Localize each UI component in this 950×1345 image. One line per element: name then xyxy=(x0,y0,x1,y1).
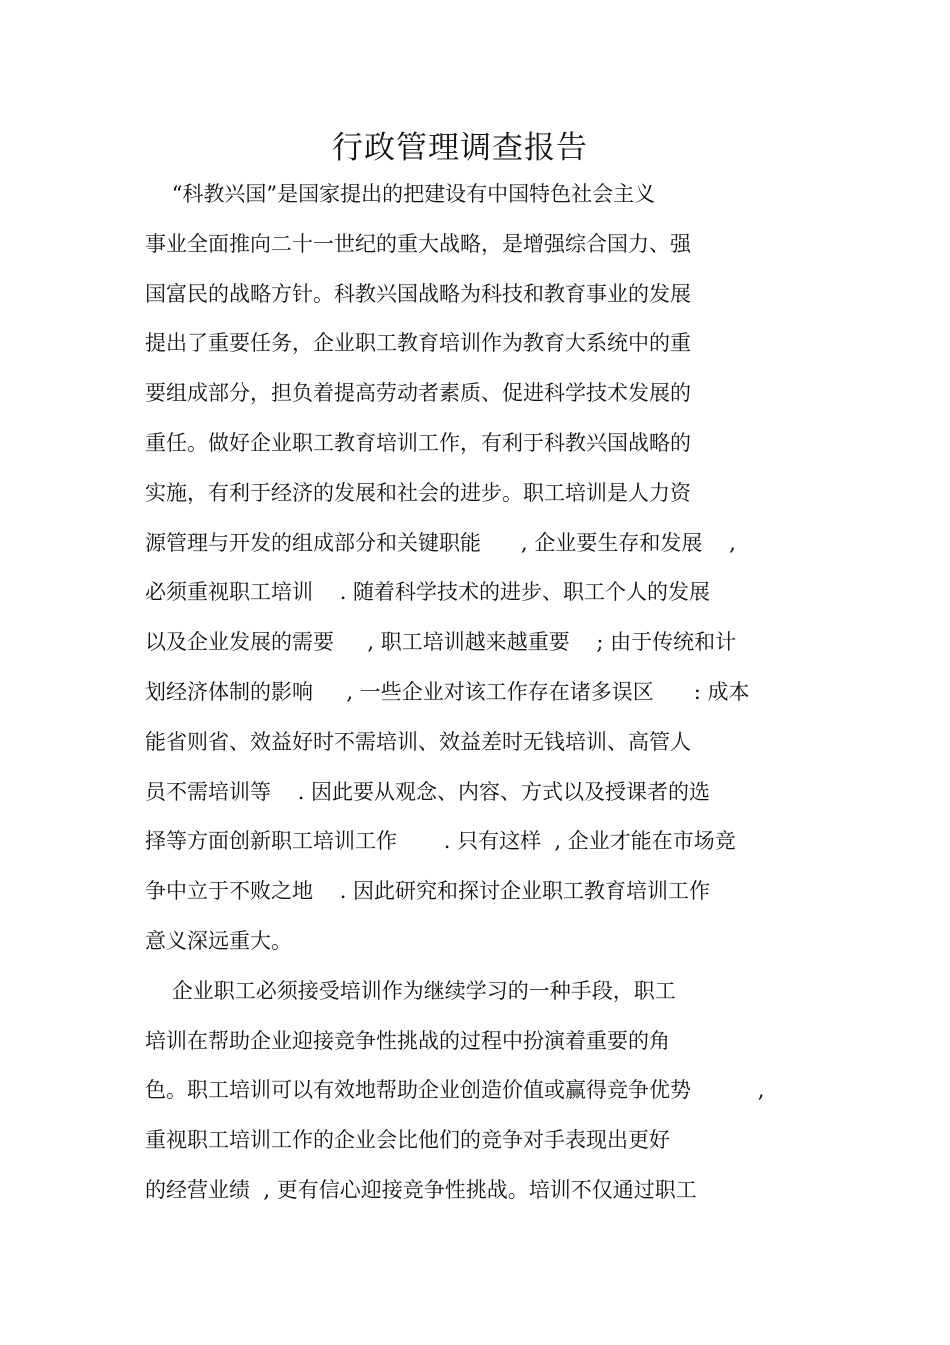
text-line: 划经济体制的影响 , 一些企业对该工作存在诸多误区 : 成本 xyxy=(145,679,750,704)
text-line: 源管理与开发的组成部分和关键职能 , 企业要生存和发展 , xyxy=(145,530,736,555)
text-line: 意义深远重大。 xyxy=(145,928,292,953)
text-line: 的经营业绩 , 更有信心迎接竞争性挑战。培训不仅通过职工 xyxy=(145,1177,697,1202)
text-line: 企业职工必须接受培训作为继续学习的一种手段，职工 xyxy=(145,978,676,1003)
document-body xyxy=(145,170,845,1216)
text-line: 必须重视职工培训 . 随着科学技术的进步、职工个人的发展 xyxy=(145,580,711,605)
text-line: 重任。做好企业职工教育培训工作，有利于科教兴国战略的 xyxy=(145,430,691,455)
text-line: 重视职工培训工作的企业会比他们的竞争对手表现出更好 xyxy=(145,1128,670,1153)
text-line: 要组成部分，担负着提高劳动者素质、促进科学技术发展的 xyxy=(145,381,691,406)
text-line: 国富民的战略方针。科教兴国战略为科技和教育事业的发展 xyxy=(145,281,691,306)
text-line: 员不需培训等 . 因此要从观念、内容、方式以及授课者的选 xyxy=(145,779,711,804)
text-line: 实施，有利于经济的发展和社会的进步。职工培训是人力资 xyxy=(145,480,691,505)
text-line: 事业全面推向二十一世纪的重大战略，是增强综合国力、强 xyxy=(145,231,691,256)
text-line: 色。职工培训可以有效地帮助企业创造价值或赢得竞争优势 , xyxy=(145,1078,765,1103)
text-line: “科教兴国”是国家提出的把建设有中国特色社会主义 xyxy=(145,182,656,206)
text-line: 培训在帮助企业迎接竞争性挑战的过程中扮演着重要的角 xyxy=(145,1028,670,1053)
text-line: 能省则省、效益好时不需培训、效益差时无钱培训、高管人 xyxy=(145,729,691,754)
text-line: 择等方面创新职工培训工作 . 只有这样 , 企业才能在市场竞 xyxy=(145,829,736,854)
document-title: 行政管理调查报告 xyxy=(332,130,588,166)
text-line: 提出了重要任务，企业职工教育培训作为教育大系统中的重 xyxy=(145,331,691,356)
text-line: 以及企业发展的需要 , 职工培训越来越重要 ; 由于传统和计 xyxy=(145,630,737,655)
text-line: 争中立于不败之地 . 因此研究和探讨企业职工教育培训工作 xyxy=(145,879,711,904)
